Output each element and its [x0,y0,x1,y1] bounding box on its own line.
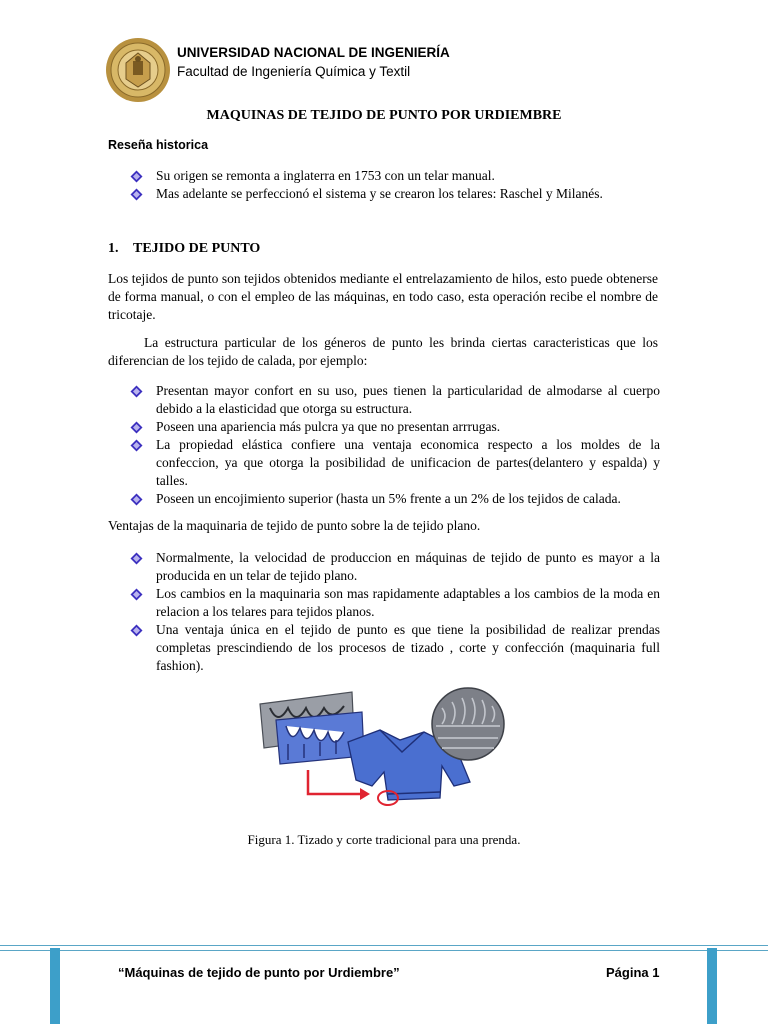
figure-caption: Figura 1. Tizado y corte tradicional para una prenda. [247,832,521,847]
university-name: UNIVERSIDAD NACIONAL DE INGENIERÍA [177,45,450,60]
university-seal-icon [105,37,171,103]
diamond-bullet-icon [130,624,143,637]
diamond-bullet-icon [130,588,143,601]
list-item-text: Mas adelante se perfeccionó el sistema y se crearon los telares: Raschel y Milanés. [156,186,603,201]
footer-document-title: “Máquinas de tejido de punto por Urdiembre” [118,965,400,980]
diamond-bullet-icon [130,188,143,201]
list-item [130,167,660,185]
list-item [130,621,660,675]
history-list [130,167,660,203]
list-item [130,418,660,436]
diamond-bullet-icon [130,439,143,452]
section-title: TEJIDO DE PUNTO [133,241,261,256]
list-item-text: Una ventaja única en el tejido de punto es que tiene la posibilidad de realizar prendas completas prescindiendo de los procesos de tizado , corte y confección (maquinaria full fashion). [156,622,660,673]
list-item-text: La propiedad elástica confiere una ventaja economica respecto a los moldes de la confeccion, ya que otorga la posibilidad de unificacion de partes(delantero y espalda) y talles. [156,437,660,488]
list-item [130,490,660,508]
diamond-bullet-icon [130,170,143,183]
paragraph: Ventajas de la maquinaria de tejido de punto sobre la de tejido plano. [108,518,481,533]
footer-divider [0,950,768,951]
footer-accent-bar [50,948,60,1024]
history-heading: Reseña historica [108,138,209,152]
section-number: 1. [108,241,119,256]
document-title: MAQUINAS DE TEJIDO DE PUNTO POR URDIEMBRE [206,108,562,123]
diamond-bullet-icon [130,421,143,434]
list-item [130,549,660,585]
list-item-text: Los cambios en la maquinaria son mas rapidamente adaptables a los cambios de la moda en relacion a los telares para tejidos planos. [156,586,660,619]
footer-accent-bar [707,948,717,1024]
list-item-text: Presentan mayor confort en su uso, pues tienen la particularidad de almodarse al cuerpo debido a la elasticidad que otorga su estructura. [156,383,660,416]
features-list [130,382,660,508]
paragraph: La estructura particular de los géneros de punto les brinda ciertas caracteristicas que los diferencian de los tejido de calada, por ejemplo: [108,335,658,368]
list-item [130,585,660,621]
sweater-pattern-illustration [256,686,518,810]
list-item [130,185,660,203]
list-item [130,382,660,418]
list-item [130,436,660,490]
footer-page-number: Página 1 [606,965,660,980]
paragraph: Los tejidos de punto son tejidos obtenidos mediante el entrelazamiento de hilos, esto puede obtenerse de forma manual, o con el empleo de las máquinas, en todo caso, esta operación recibe el nombre de tricotaje. [108,271,658,322]
diamond-bullet-icon [130,493,143,506]
footer-divider [0,945,768,946]
section-heading [108,241,260,257]
advantages-list [130,549,660,675]
list-item-text: Normalmente, la velocidad de produccion en máquinas de tejido de punto es mayor a la producida en un telar de tejido plano. [156,550,660,583]
faculty-name: Facultad de Ingeniería Química y Textil [177,64,411,79]
list-item-text: Poseen un encojimiento superior (hasta un 5% frente a un 2% de los tejidos de calada. [156,491,621,506]
list-item-text: Su origen se remonta a inglaterra en 1753 con un telar manual. [156,168,495,183]
diamond-bullet-icon [130,552,143,565]
list-item-text: Poseen una apariencia más pulcra ya que no presentan arrrugas. [156,419,501,434]
diamond-bullet-icon [130,385,143,398]
